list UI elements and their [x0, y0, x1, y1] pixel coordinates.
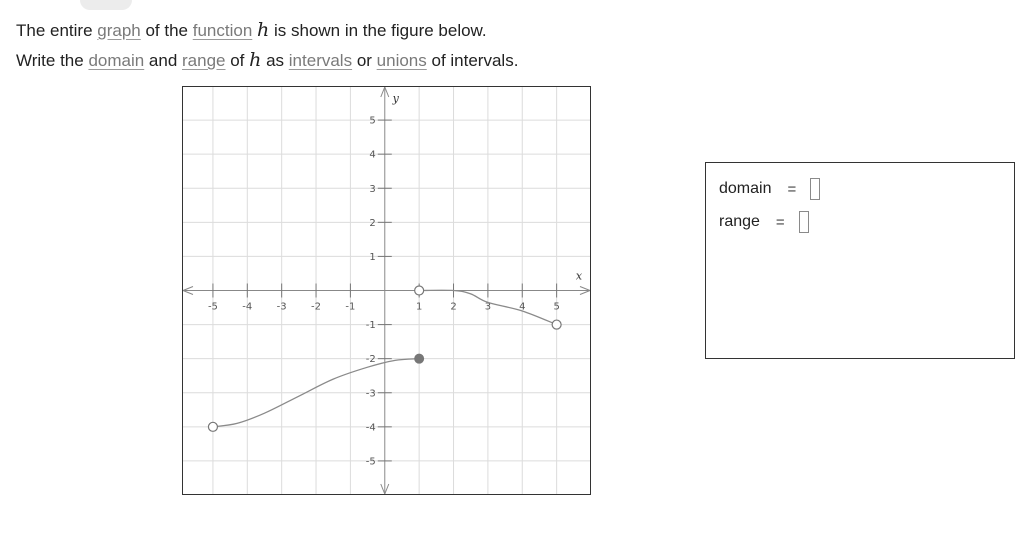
prompt-text: is shown in the figure below.: [269, 21, 487, 40]
y-tick-label: -5: [365, 456, 376, 468]
function-variable: h: [257, 19, 270, 41]
y-axis-label: y: [392, 92, 399, 105]
y-tick-label: 4: [369, 149, 376, 161]
function-graph: [182, 86, 591, 495]
open-endpoint-s2-start: [415, 286, 424, 295]
x-tick-label: -2: [311, 301, 322, 313]
y-tick-label: -2: [365, 354, 376, 366]
prompt-line-2: [16, 49, 518, 72]
range-input[interactable]: [799, 211, 809, 233]
domain-link[interactable]: domain: [88, 51, 145, 70]
x-tick-label: -3: [276, 301, 287, 313]
prompt-text: and: [144, 51, 183, 70]
open-endpoint-s2-end: [552, 320, 561, 329]
graph-link[interactable]: graph: [97, 21, 141, 40]
answer-box: [705, 162, 1015, 359]
prompt-text: as: [261, 51, 289, 70]
y-tick-label: -4: [365, 422, 376, 434]
y-tick-label: -1: [365, 320, 376, 332]
y-tick-label: 5: [369, 115, 376, 127]
x-tick-label: -4: [242, 301, 253, 313]
x-axis-label: x: [575, 269, 583, 283]
prompt-text: or: [352, 51, 377, 70]
x-tick-label: -1: [345, 301, 356, 313]
x-tick-label: -5: [207, 301, 218, 313]
closed-endpoint-s1-end: [415, 354, 424, 363]
x-tick-label: 1: [415, 301, 423, 313]
range-label: range: [719, 213, 760, 230]
x-tick-label: 5: [553, 301, 560, 313]
prompt-text: of: [225, 51, 250, 70]
function-variable: h: [249, 49, 262, 71]
prompt-text: The entire: [16, 21, 98, 40]
x-tick-label: 2: [450, 301, 457, 313]
y-tick-label: -3: [365, 388, 376, 400]
domain-equals: =: [787, 180, 797, 198]
prompt-text: Write the: [16, 51, 89, 70]
range-equals: =: [775, 213, 785, 231]
y-tick-label: 2: [369, 217, 376, 229]
top-tab: [80, 0, 132, 10]
range-link[interactable]: range: [182, 51, 226, 70]
function-link[interactable]: function: [192, 21, 253, 40]
x-tick-label: 3: [484, 301, 492, 313]
domain-input[interactable]: [810, 178, 820, 200]
prompt-text: of intervals.: [426, 51, 519, 70]
y-tick-label: 1: [369, 251, 376, 263]
unions-link[interactable]: unions: [376, 51, 427, 70]
y-tick-label: 3: [369, 183, 376, 195]
range-row: [719, 210, 809, 234]
domain-label: domain: [719, 180, 772, 197]
prompt-line-1: [16, 19, 487, 42]
x-tick-label: 4: [519, 301, 526, 313]
open-endpoint-s1-start: [208, 422, 217, 431]
prompt-text: of the: [140, 21, 193, 40]
intervals-link[interactable]: intervals: [288, 51, 353, 70]
domain-row: [719, 177, 820, 201]
